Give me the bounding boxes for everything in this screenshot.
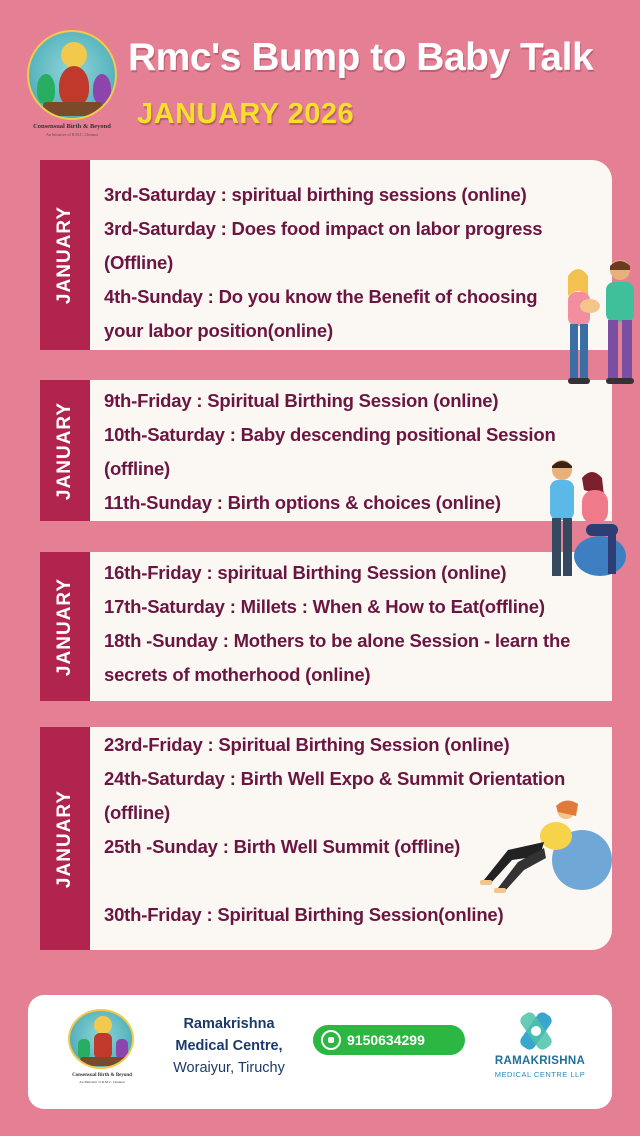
- event-line: 3rd-Saturday : spiritual birthing sessions (online): [104, 184, 527, 205]
- event-line: 4th-Sunday : Do you know the Benefit of choosing: [104, 286, 538, 307]
- whatsapp-contact-button[interactable]: [313, 1025, 465, 1055]
- event-line: 16th-Friday : spiritual Birthing Session (online): [104, 562, 507, 583]
- ramakrishna-logo-icon: [506, 1009, 566, 1055]
- footer-logo-caption: Consensual Birth & Beyond An Initiative of R.M.C. Chennai: [72, 1073, 132, 1084]
- event-line: 24th-Saturday : Birth Well Expo & Summit Orientation: [104, 768, 566, 789]
- footer-address: Ramakrishna Medical Centre, Woraiyur, Tiruchy: [173, 1016, 285, 1076]
- week-2-events: [104, 384, 594, 520]
- logo-emblem: [27, 30, 117, 120]
- brand-name: RAMAKRISHNA MEDICAL CENTRE LLP: [494, 1055, 586, 1079]
- event-line: 3rd-Saturday : Does food impact on labor progress: [104, 218, 543, 239]
- panel-divider: [40, 701, 612, 727]
- week-3-month-tab: JANUARY: [40, 552, 90, 701]
- panel-divider: [40, 521, 612, 552]
- pregnant-woman-exercise-illustration: [478, 796, 612, 898]
- week-1-events: [104, 178, 594, 348]
- event-line: 17th-Saturday : Millets : When & How to Eat(offline): [104, 596, 545, 617]
- week-2-month-tab: JANUARY: [40, 380, 90, 521]
- event-line: 18th -Sunday : Mothers to be alone Session - learn the: [104, 630, 571, 651]
- page-title: Rmc's Bump to Baby Talk: [128, 36, 594, 79]
- event-line: (offline): [104, 802, 171, 823]
- couple-exercise-ball-illustration: [546, 456, 628, 584]
- event-line: 30th-Friday : Spiritual Birthing Session(online): [104, 904, 504, 925]
- header-logo: [22, 30, 122, 137]
- footer-card: [28, 995, 612, 1109]
- couple-with-baby-illustration: [560, 256, 640, 386]
- footer-logo: [68, 1009, 134, 1069]
- logo-caption: Consensual Birth & Beyond An Initiative of R.M.C. Chennai: [33, 123, 111, 137]
- whatsapp-number: 9150634299: [347, 1032, 425, 1048]
- week-1-month-tab: JANUARY: [40, 160, 90, 350]
- panel-divider: [40, 350, 612, 380]
- week-3-events: [104, 556, 594, 692]
- event-line: 9th-Friday : Spiritual Birthing Session (online): [104, 390, 499, 411]
- page-subtitle: JANUARY 2026: [137, 98, 355, 130]
- whatsapp-icon: [321, 1030, 341, 1050]
- event-line: secrets of motherhood (online): [104, 664, 371, 685]
- week-4-month-tab: JANUARY: [40, 727, 90, 950]
- event-line: 10th-Saturday : Baby descending positional Session: [104, 424, 556, 445]
- event-line: 23rd-Friday : Spiritual Birthing Session (online): [104, 734, 510, 755]
- event-line: your labor position(online): [104, 320, 333, 341]
- event-line: 11th-Sunday : Birth options & choices (online): [104, 492, 501, 513]
- event-line: (offline): [104, 458, 171, 479]
- event-line: (Offline): [104, 252, 174, 273]
- event-line: 25th -Sunday : Birth Well Summit (offline): [104, 836, 461, 857]
